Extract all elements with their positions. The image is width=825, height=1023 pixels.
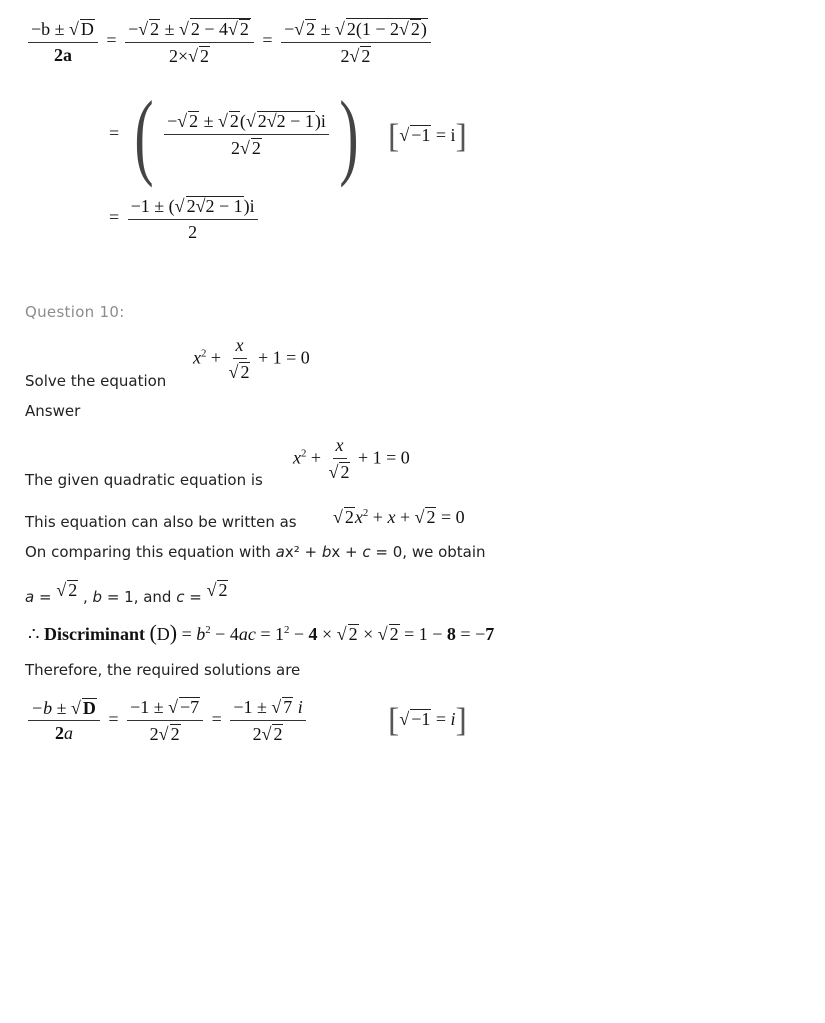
comparing-line: On comparing this equation with ax² + bx + c = 0, we obtain bbox=[25, 543, 486, 561]
prev-solution-line-2: = ( $\frac{-√ 2 \pm √ 2(√ 2√2 - 1)i}{2√ 2}$ ) bbox=[109, 81, 359, 188]
coefficients-line: a = √ 2 , b = 1, and c = √ 2 bbox=[25, 580, 228, 606]
question-equation: $x^2$ + $\frac{x}{√ 2}$ + 1 = 0 bbox=[193, 335, 310, 382]
fraction-final-prev: $\frac{-1 \pm (√ 2√2 - 1)i}{2}$ bbox=[128, 196, 258, 243]
answer-label: Answer bbox=[25, 402, 81, 420]
fraction-quadratic-formula: $\frac{-b \pm √ D}{2a}$ bbox=[28, 19, 98, 66]
imaginary-unit-note-top: [√ −1 = i] bbox=[388, 118, 467, 155]
question-heading: Question 10: bbox=[25, 303, 125, 321]
fraction-substituted: $\frac{-√ 2 \pm √ 2 - 4√ 2}{2\times√ 2}$ bbox=[125, 18, 254, 67]
prev-solution-line-1: $\frac{-b \pm √ D}{2a}$ = $\frac{-√ 2 \pm √ 2 - 4√ 2}{2\times√ 2}$ = $\frac{-√ 2 \pm √ 2(1 - 2√ 2)}{2√ 2}$ bbox=[28, 18, 431, 67]
discriminant-line: ∴ Discriminant $(D) = b^2 - 4ac = 1^2 - 4$ × √ 2 × √ 2 = 1 − 8 = −7 bbox=[28, 620, 495, 645]
given-label: The given quadratic equation is bbox=[25, 471, 263, 489]
question-prompt: Solve the equation bbox=[25, 372, 167, 390]
prev-solution-line-3: = $\frac{-1 \pm (√ 2√2 - 1)i}{2}$ bbox=[105, 196, 258, 243]
rewritten-equation: √ $2x^2 + x$ + √ 2 = 0 bbox=[333, 507, 465, 527]
fraction-imaginary-step: $\frac{-√ 2 \pm √ 2(√ 2√2 - 1)i}{2√ 2}$ bbox=[164, 111, 329, 159]
solutions-equation: $\frac{-b \pm √ D}{2a}$ = $\frac{-1 \pm √ -7}{2√ 2}$ = $\frac{-1 \pm √ 7 i}{2√ 2}$ bbox=[28, 697, 306, 745]
solutions-label: Therefore, the required solutions are bbox=[25, 661, 301, 679]
fraction-factored: $\frac{-√ 2 \pm √ 2(1 - 2√ 2)}{2√ 2}$ bbox=[281, 18, 431, 67]
rewritten-label: This equation can also be written as bbox=[25, 513, 297, 531]
imaginary-unit-note-bottom: [√ −1 = i] bbox=[388, 702, 467, 739]
given-equation: $x^2$ + $\frac{x}{√ 2}$ + 1 = 0 bbox=[293, 435, 410, 482]
